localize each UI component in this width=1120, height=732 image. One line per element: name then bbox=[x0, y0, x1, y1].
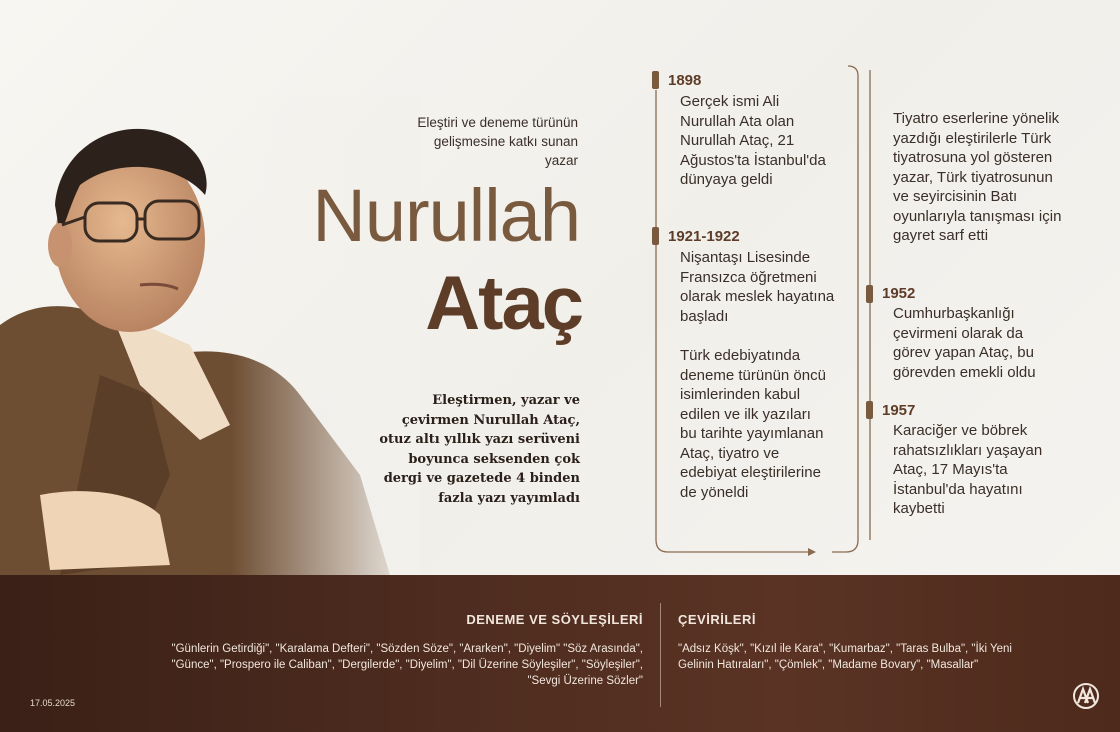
divider bbox=[660, 603, 661, 707]
year-1952: 1952 bbox=[882, 285, 916, 302]
year-1921-1922: 1921-1922 bbox=[668, 228, 740, 245]
name-first: Nurullah bbox=[312, 174, 580, 257]
event-1921-essays: Türk edebiyatında deneme türünün öncü isimlerinden kabul edilen ve ilk yazıları bu tarihte yayımlanan Ataç, tiyatro ve edebiyat eleştirilerine de yöneldi bbox=[680, 347, 826, 501]
translations-list: "Adsız Köşk", "Kızıl ile Kara", "Kumarbaz", "Taras Bulba", "İki Yeni Gelinin Hatıraları", "Çömlek", "Madame Bovary", "Masallar" bbox=[678, 643, 1012, 671]
event-1952: Cumhurbaşkanlığı çevirmeni olarak da görev yapan Ataç, bu görevden emekli oldu bbox=[893, 305, 1036, 381]
tagline: Eleştiri ve deneme türünün gelişmesine katkı sunan yazar bbox=[417, 115, 578, 168]
summary-text: Eleştirmen, yazar ve çevirmen Nurullah Ataç, otuz altı yıllık yazı serüveni boyunca seksenden çok dergi ve gazetede 4 binden fazla yazı yayımladı bbox=[379, 393, 580, 506]
event-theatre: Tiyatro eserlerine yönelik yazdığı eleştirilerle Türk tiyatrosuna yol gösteren yazar, Türk tiyatrosunun ve seyircisinin Batı oyunlarıyla tanışması için gayret sarf etti bbox=[893, 110, 1062, 244]
year-1957: 1957 bbox=[882, 402, 916, 419]
works-band bbox=[0, 575, 1120, 732]
aa-logo-icon bbox=[1072, 682, 1100, 710]
date: 17.05.2025 bbox=[30, 698, 76, 708]
essays-list: "Günlerin Getirdiği", "Karalama Defteri", "Sözden Söze", "Ararken", "Diyelim" "Söz Arasında", "Günce", "Prospero ile Caliban", "Dergilerde", "Diyelim", "Dil Üzerine Söyleşiler", "Söyleşiler", "Sevgi Üzerine Sözler" bbox=[171, 643, 643, 687]
year-1898: 1898 bbox=[668, 72, 702, 89]
event-1957: Karaciğer ve böbrek rahatsızlıkları yaşayan Ataç, 17 Mayıs'ta İstanbul'da hayatını kaybetti bbox=[893, 422, 1043, 517]
event-1898: Gerçek ismi Ali Nurullah Ata olan Nurullah Ataç, 21 Ağustos'ta İstanbul'da dünyaya geldi bbox=[680, 93, 826, 188]
translations-title: ÇEVİRİLERİ bbox=[678, 612, 756, 627]
event-1921: Nişantaşı Lisesinde Fransızca öğretmeni olarak meslek hayatına başladı bbox=[680, 249, 835, 325]
essays-title: DENEME VE SÖYLEŞİLERİ bbox=[466, 612, 643, 627]
name-last: Ataç bbox=[425, 261, 582, 346]
